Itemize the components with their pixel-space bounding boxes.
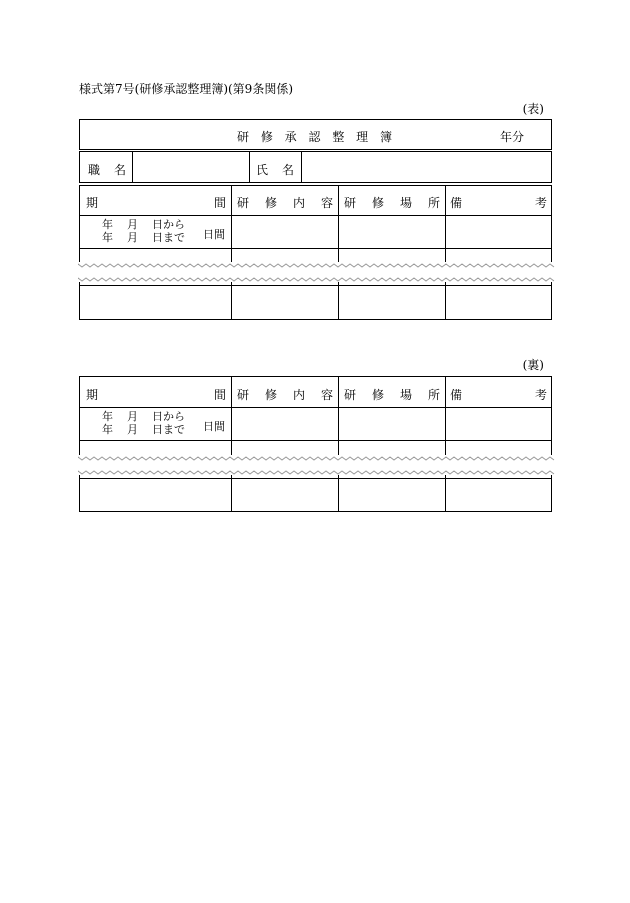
header-divider <box>80 407 551 408</box>
header-char: 考 <box>534 196 547 210</box>
title-char: 承 <box>284 130 297 144</box>
period-entry <box>102 410 185 436</box>
row-divider <box>80 248 551 249</box>
period-month: 月 <box>127 218 138 231</box>
col-divider <box>445 377 446 511</box>
job-label-char: 名 <box>113 163 126 177</box>
period-entry <box>102 218 185 244</box>
col-divider <box>231 186 232 319</box>
period-month: 月 <box>127 423 138 436</box>
header-char: 容 <box>320 388 333 402</box>
remarks-header <box>450 194 547 211</box>
period-year: 年 <box>102 218 113 231</box>
period-until: 日まで <box>152 423 185 436</box>
title-char: 修 <box>260 130 273 144</box>
name-label-char: 名 <box>281 163 294 177</box>
header-char: 修 <box>371 196 384 210</box>
col-divider <box>338 377 339 511</box>
title-char: 研 <box>237 130 250 144</box>
header-char: 間 <box>213 196 226 210</box>
title-char: 整 <box>332 130 345 144</box>
header-char: 修 <box>264 196 277 210</box>
period-month: 月 <box>127 231 138 244</box>
header-char: 期 <box>86 196 99 210</box>
row-divider <box>80 440 551 441</box>
period-until: 日まで <box>152 231 185 244</box>
period-header <box>86 194 226 211</box>
header-char: 所 <box>427 388 440 402</box>
header-char: 修 <box>264 388 277 402</box>
header-char: 容 <box>320 196 333 210</box>
title-char: 理 <box>356 130 369 144</box>
front-label: (表) <box>522 102 544 116</box>
period-days: 日間 <box>203 420 225 433</box>
col-divider <box>338 186 339 319</box>
period-from: 日から <box>152 218 185 231</box>
name-label-cell <box>249 152 250 182</box>
front-title-box <box>79 119 552 150</box>
header-char: 間 <box>213 388 226 402</box>
header-char: 研 <box>237 388 250 402</box>
period-year: 年 <box>102 410 113 423</box>
content-header <box>237 386 333 403</box>
back-record-table <box>79 376 552 512</box>
name-value-cell[interactable] <box>301 152 302 182</box>
omission-wave <box>78 455 555 475</box>
period-days: 日間 <box>203 228 225 241</box>
period-year: 年 <box>102 423 113 436</box>
period-year: 年 <box>102 231 113 244</box>
omission-wave <box>78 262 555 282</box>
header-char: 備 <box>450 388 463 402</box>
job-value-cell[interactable] <box>132 152 133 182</box>
job-label <box>88 161 126 178</box>
year-label: 年分 <box>500 130 525 144</box>
content-header <box>237 194 333 211</box>
job-label-char: 職 <box>88 163 101 177</box>
row-divider <box>80 285 551 286</box>
header-char: 考 <box>534 388 547 402</box>
name-label-char: 氏 <box>256 163 269 177</box>
header-char: 研 <box>344 388 357 402</box>
header-char: 備 <box>450 196 463 210</box>
remarks-header <box>450 386 547 403</box>
back-label: (裏) <box>522 358 544 372</box>
front-title <box>237 128 392 145</box>
period-month: 月 <box>127 410 138 423</box>
header-divider <box>80 215 551 216</box>
header-char: 内 <box>292 388 305 402</box>
title-char: 簿 <box>379 130 392 144</box>
place-header <box>344 386 440 403</box>
form-title: 様式第7号(研修承認整理簿)(第9条関係) <box>79 82 293 96</box>
header-char: 期 <box>86 388 99 402</box>
header-char: 内 <box>292 196 305 210</box>
col-divider <box>445 186 446 319</box>
front-record-table <box>79 185 552 320</box>
header-char: 研 <box>344 196 357 210</box>
name-label <box>256 161 294 178</box>
header-char: 修 <box>371 388 384 402</box>
period-from: 日から <box>152 410 185 423</box>
row-divider <box>80 478 551 479</box>
period-header <box>86 386 226 403</box>
place-header <box>344 194 440 211</box>
header-char: 研 <box>237 196 250 210</box>
title-char: 認 <box>308 130 321 144</box>
col-divider <box>231 377 232 511</box>
header-char: 場 <box>399 196 412 210</box>
name-row <box>79 151 552 183</box>
header-char: 所 <box>427 196 440 210</box>
header-char: 場 <box>399 388 412 402</box>
